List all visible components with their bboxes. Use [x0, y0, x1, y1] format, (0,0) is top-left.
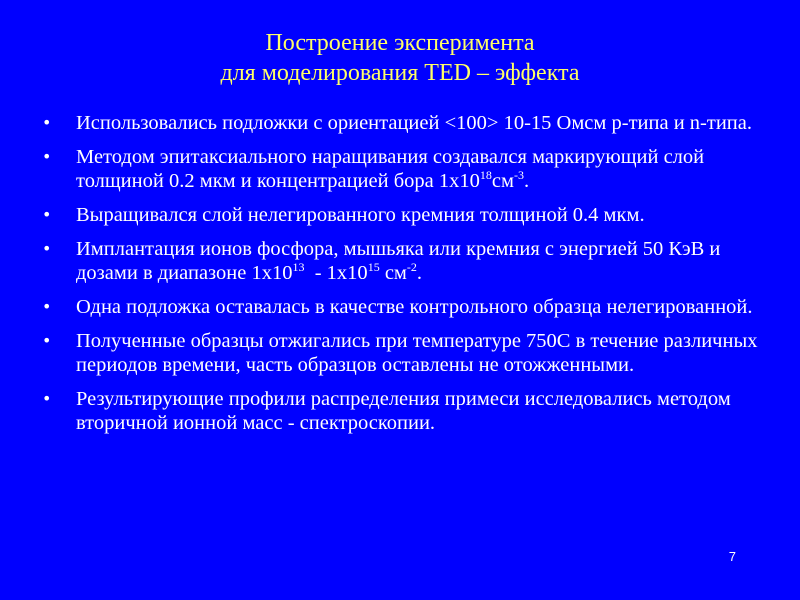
bullet-text: Имплантация ионов фосфора, мышьяка или кремния с энергией 50 КэВ и дозами в диапазоне $1х10^{13} - 1х10^{15}$ $см^{-2}$. — [76, 238, 721, 284]
bullet-icon: • — [42, 297, 52, 316]
list-item — [40, 203, 780, 227]
list-item — [40, 387, 780, 435]
bullet-list — [40, 111, 780, 445]
list-item — [40, 145, 780, 193]
list-item — [40, 237, 780, 285]
bullet-icon: • — [42, 389, 52, 408]
bullet-icon: • — [42, 239, 52, 258]
list-item — [40, 329, 780, 377]
title-line-1: Построение эксперимента — [265, 30, 535, 56]
bullet-text: Выращивался слой нелегированного кремния толщиной 0.4 мкм. — [76, 204, 645, 226]
title-line-2: для моделирования TED – эффекта — [220, 60, 580, 86]
list-item — [40, 111, 780, 135]
bullet-text: Использовались подложки с ориентацией <100> 10-15 Омсм p-типа и n-типа. — [76, 112, 752, 134]
bullet-text: Результирующие профили распределения примеси исследовались методом вторичной ионной масс - спектроскопии. — [76, 388, 731, 434]
list-item — [40, 295, 780, 319]
bullet-icon: • — [42, 113, 52, 132]
bullet-text: Полученные образцы отжигались при температуре 750С в течение различных периодов времени, часть образцов оставлены не отожженными. — [76, 330, 758, 376]
bullet-icon: • — [42, 331, 52, 350]
bullet-text: Одна подложка оставалась в качестве контрольного образца нелегированной. — [76, 296, 753, 318]
bullet-icon: • — [42, 205, 52, 224]
bullet-icon: • — [42, 147, 52, 166]
bullet-text: Методом эпитаксиального наращивания создавался маркирующий слой толщиной 0.2 мкм и концентрацией бора $1x10^{18}см^{-3}$. — [76, 146, 705, 192]
page-number: 7 — [728, 549, 736, 564]
slide-title — [0, 28, 800, 88]
